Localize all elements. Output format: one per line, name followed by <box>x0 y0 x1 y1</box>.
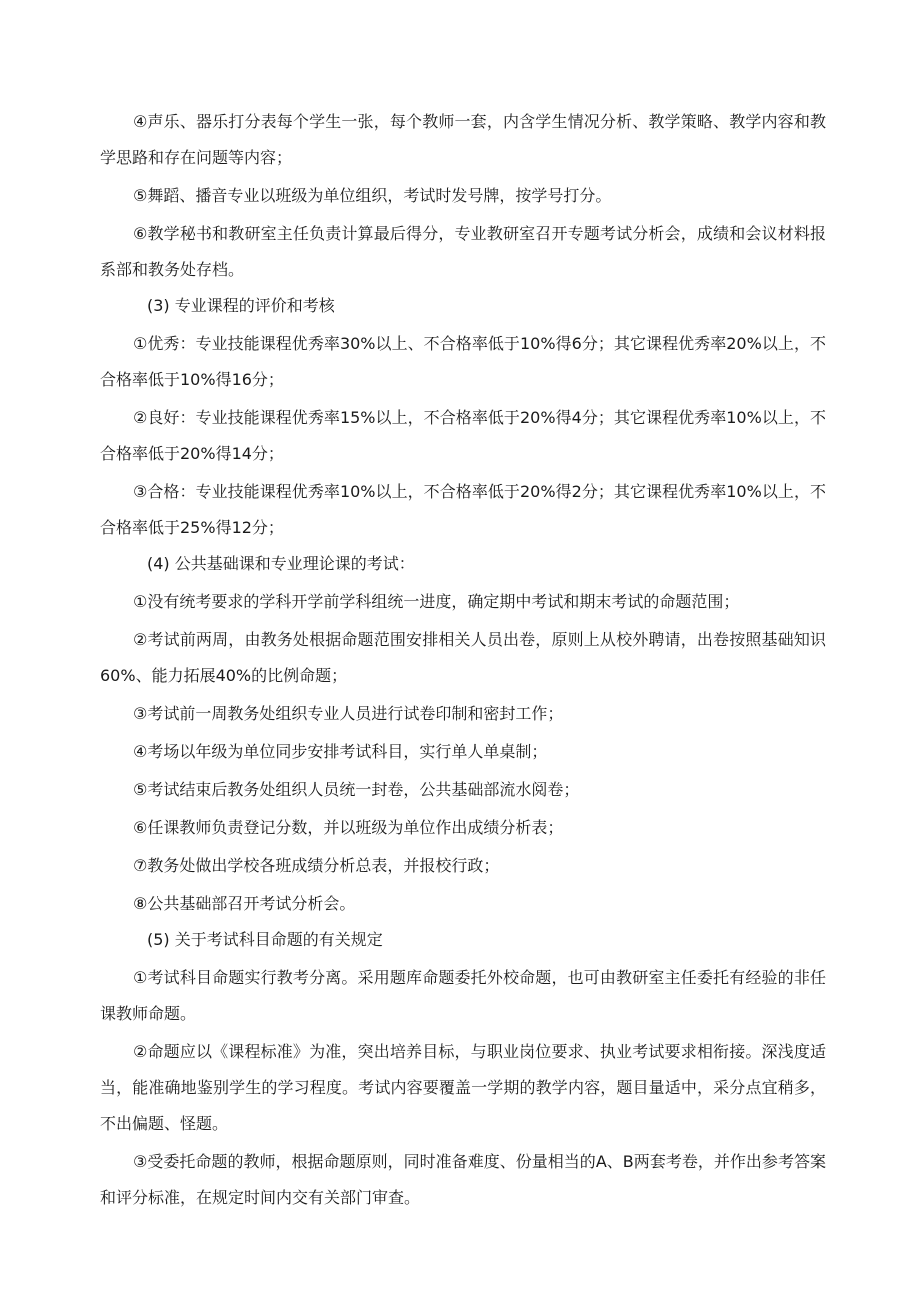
paragraph-item: ③合格：专业技能课程优秀率10%以上，不合格率低于20%得2分；其它课程优秀率10%以上，不合格率低于25%得12分； <box>100 482 826 537</box>
section-heading: (4) 公共基础课和专业理论课的考试： <box>147 554 415 573</box>
paragraph-item: ④考场以年级为单位同步安排考试科目，实行单人单桌制； <box>133 742 548 761</box>
paragraph-item: ③考试前一周教务处组织专业人员进行试卷印制和密封工作； <box>133 704 564 723</box>
paragraph-item: ⑥任课教师负责登记分数，并以班级为单位作出成绩分析表； <box>133 818 564 837</box>
paragraph-item: ⑥教学秘书和教研室主任负责计算最后得分，专业教研室召开专题考试分析会，成绩和会议材料报系部和教务处存档。 <box>100 224 826 279</box>
paragraph-item: ①没有统考要求的学科开学前学科组统一进度，确定期中考试和期末考试的命题范围； <box>133 592 740 611</box>
paragraph-item: ⑦教务处做出学校各班成绩分析总表，并报校行政； <box>133 856 500 875</box>
paragraph-item: ①考试科目命题实行教考分离。采用题库命题委托外校命题，也可由教研室主任委托有经验的非任课教师命题。 <box>100 968 826 1023</box>
paragraph-item: ⑧公共基础部召开考试分析会。 <box>133 894 356 913</box>
section-heading: (5) 关于考试科目命题的有关规定 <box>147 930 383 949</box>
paragraph-item: ③受委托命题的教师，根据命题原则，同时准备难度、份量相当的A、B两套考卷，并作出参考答案和评分标准，在规定时间内交有关部门审查。 <box>100 1152 826 1207</box>
document-body <box>100 104 826 1216</box>
section-heading: (3) 专业课程的评价和考核 <box>147 296 335 315</box>
paragraph-item: ④声乐、器乐打分表每个学生一张，每个教师一套，内含学生情况分析、教学策略、教学内容和教学思路和存在问题等内容； <box>100 112 826 167</box>
paragraph-item: ②良好：专业技能课程优秀率15%以上，不合格率低于20%得4分；其它课程优秀率10%以上，不合格率低于20%得14分； <box>100 408 826 463</box>
paragraph-item: ②命题应以《课程标准》为准，突出培养目标，与职业岗位要求、执业考试要求相衔接。深浅度适当，能准确地鉴别学生的学习程度。考试内容要覆盖一学期的教学内容，题目量适中，采分点宜稍多，不出偏题、怪题。 <box>100 1042 826 1133</box>
paragraph-item: ②考试前两周，由教务处根据命题范围安排相关人员出卷，原则上从校外聘请，出卷按照基础知识60%、能力拓展40%的比例命题； <box>100 630 826 685</box>
paragraph-item: ①优秀：专业技能课程优秀率30%以上、不合格率低于10%得6分；其它课程优秀率20%以上，不合格率低于10%得16分； <box>100 334 826 389</box>
paragraph-item: ⑤考试结束后教务处组织人员统一封卷，公共基础部流水阅卷； <box>133 780 580 799</box>
paragraph-item: ⑤舞蹈、播音专业以班级为单位组织，考试时发号牌，按学号打分。 <box>133 186 612 205</box>
